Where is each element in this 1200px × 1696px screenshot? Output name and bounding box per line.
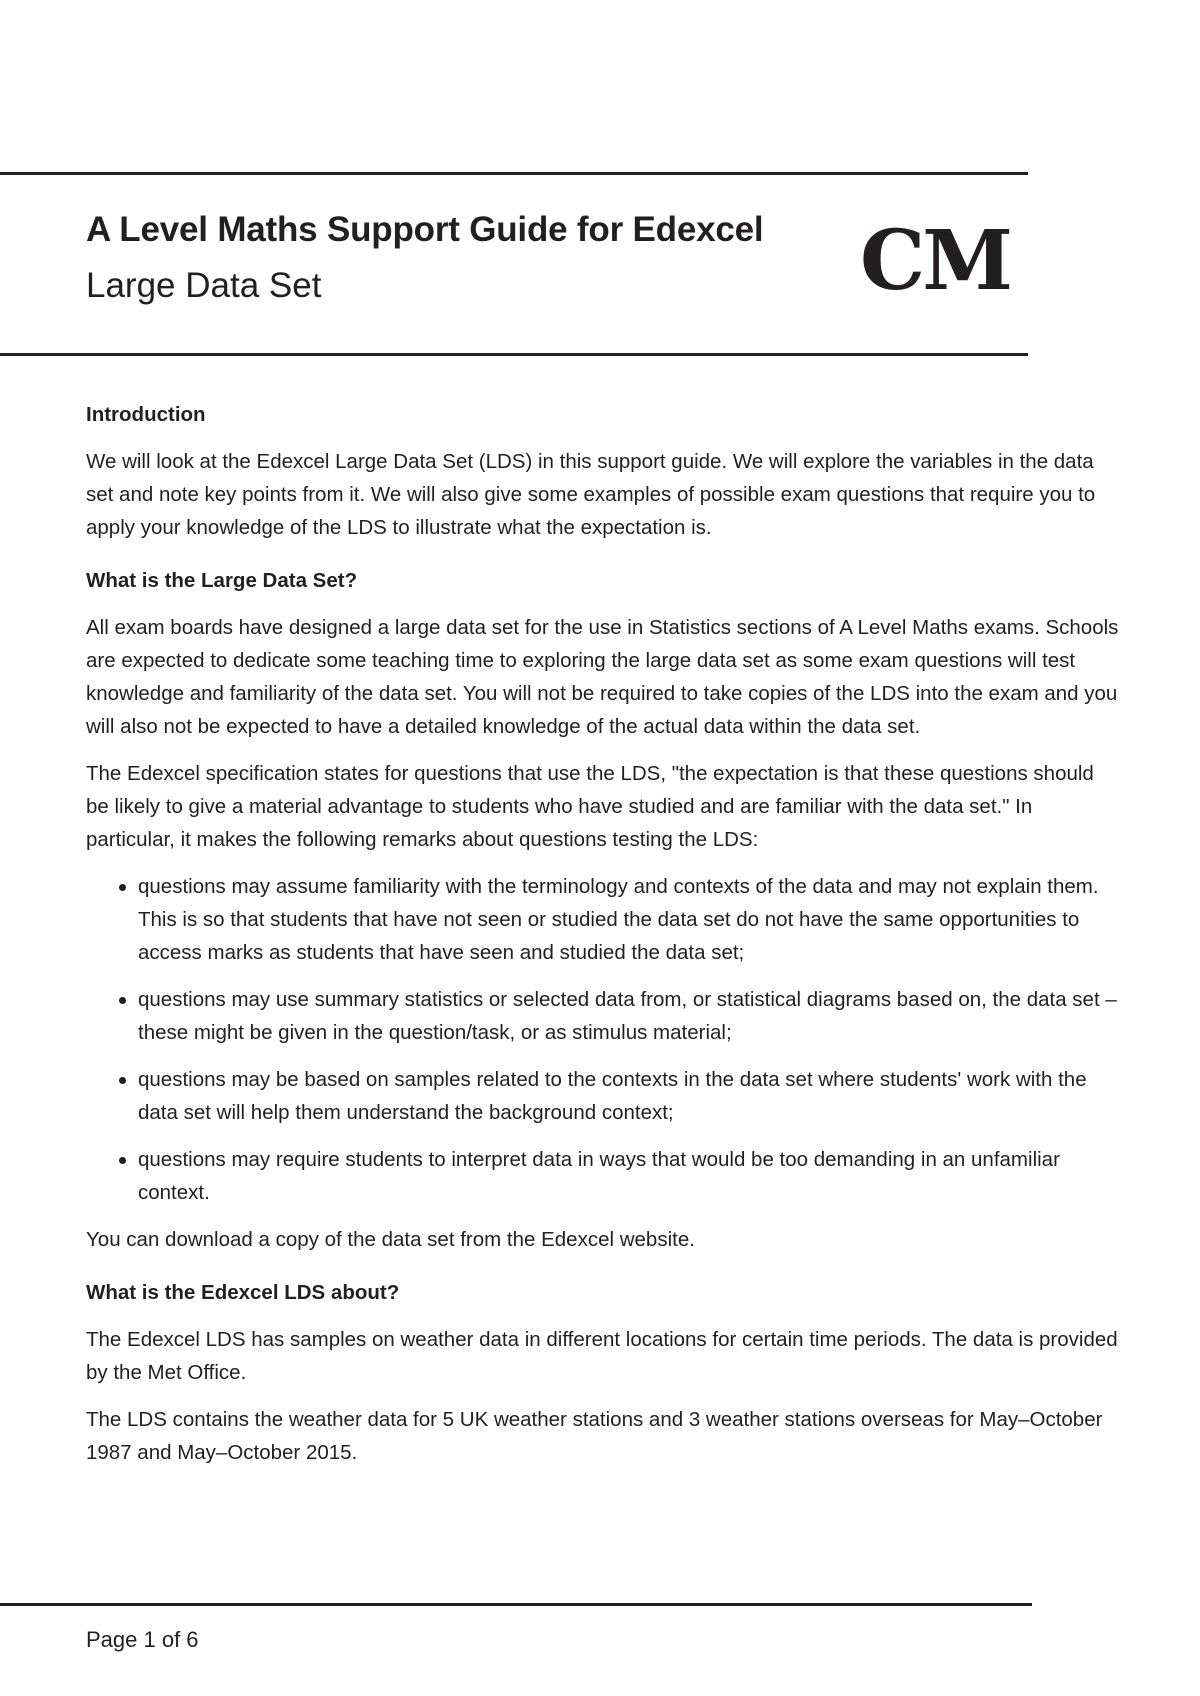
lds-about-paragraph-2: The LDS contains the weather data for 5 UK weather stations and 3 weather stations overseas for May–October 1987 and May–October 2015. <box>86 1408 1103 1464</box>
cm-logo: CM <box>860 213 1011 309</box>
introduction-heading: Introduction <box>86 403 206 426</box>
document-header <box>86 208 763 308</box>
header-bottom-rule <box>0 353 1028 356</box>
lds-remark-item: questions may require students to interpret data in ways that would be too demanding in an unfamiliar context. <box>86 1143 1120 1209</box>
download-paragraph: You can download a copy of the data set from the Edexcel website. <box>86 1228 695 1251</box>
introduction-paragraph: We will look at the Edexcel Large Data Set (LDS) in this support guide. We will explore the variables in the data set and note key points from it. We will also give some examples of possible exam questions that require you to apply your knowledge of the LDS to illustrate what the expectation is. <box>86 450 1096 539</box>
document-body <box>86 398 1120 1483</box>
page-number: Page 1 of 6 <box>86 1627 199 1652</box>
what-is-lds-paragraph-2: The Edexcel specification states for questions that use the LDS, "the expectation is that these questions should be likely to give a material advantage to students who have studied and are familiar with the data set." In particular, it makes the following remarks about questions testing the LDS: <box>86 762 1094 851</box>
footer-rule <box>0 1603 1032 1606</box>
document-title: A Level Maths Support Guide for Edexcel <box>86 210 764 249</box>
header-top-rule <box>0 172 1028 175</box>
document-subtitle: Large Data Set <box>86 266 322 305</box>
lds-remarks-list <box>86 870 1120 1209</box>
what-is-lds-paragraph-1: All exam boards have designed a large data set for the use in Statistics sections of A Level Maths exams. Schools are expected to dedicate some teaching time to exploring the large data set as some exam questions will test knowledge and familiarity of the data set. You will not be required to take copies of the LDS into the exam and you will also not be expected to have a detailed knowledge of the actual data within the data set. <box>86 616 1119 738</box>
what-is-lds-heading: What is the Large Data Set? <box>86 569 358 592</box>
lds-about-heading: What is the Edexcel LDS about? <box>86 1281 400 1304</box>
lds-remark-item: questions may be based on samples related to the contexts in the data set where students' work with the data set will help them understand the background context; <box>86 1063 1120 1129</box>
lds-remark-item: questions may use summary statistics or selected data from, or statistical diagrams based on, the data set – these might be given in the question/task, or as stimulus material; <box>86 983 1120 1049</box>
lds-remark-item: questions may assume familiarity with the terminology and contexts of the data and may not explain them. This is so that students that have not seen or studied the data set do not have the same opportunities to access marks as students that have seen and studied the data set; <box>86 870 1120 969</box>
lds-about-paragraph-1: The Edexcel LDS has samples on weather data in different locations for certain time periods. The data is provided by the Met Office. <box>86 1328 1118 1384</box>
